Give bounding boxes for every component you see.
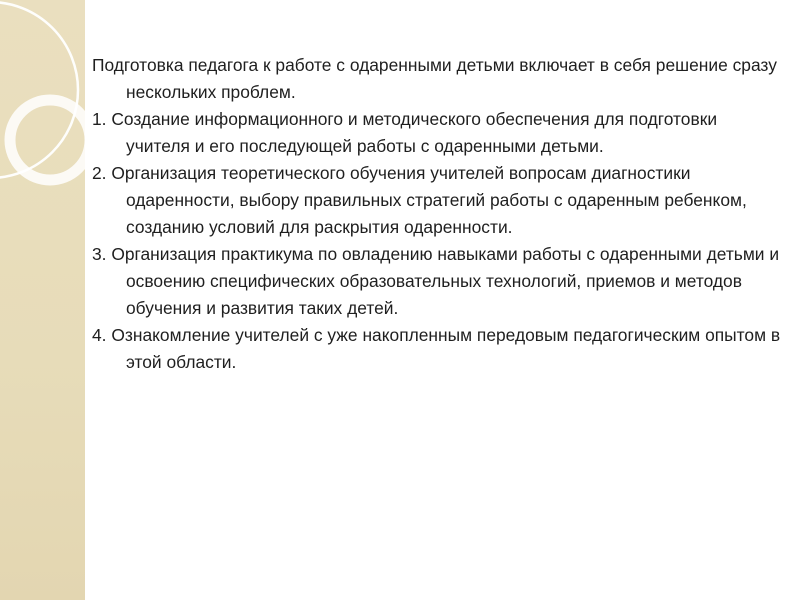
list-item-2: 2. Организация теоретического обучения учителей вопросам диагностики одаренности, выбору правильных стратегий работы с одаренным ребенком, созданию условий для раскрытия одаренности. (92, 163, 747, 237)
slide-body (92, 52, 782, 376)
list-item-1: 1. Создание информационного и методического обеспечения для подготовки учителя и его последующей работы с одаренными детьми. (92, 109, 718, 156)
decorative-ring-small (10, 100, 90, 180)
list-item-3: 3. Организация практикума по овладению навыками работы с одаренными детьми и освоению специфических образовательных технологий, приемов и методов обучения и развития таких детей. (92, 244, 780, 318)
list-item-4: 4. Ознакомление учителей с уже накопленным передовым педагогическим опытом в этой области. (92, 325, 781, 372)
intro-paragraph: Подготовка педагога к работе с одаренными детьми включает в себя решение сразу нескольких проблем. (92, 55, 777, 102)
